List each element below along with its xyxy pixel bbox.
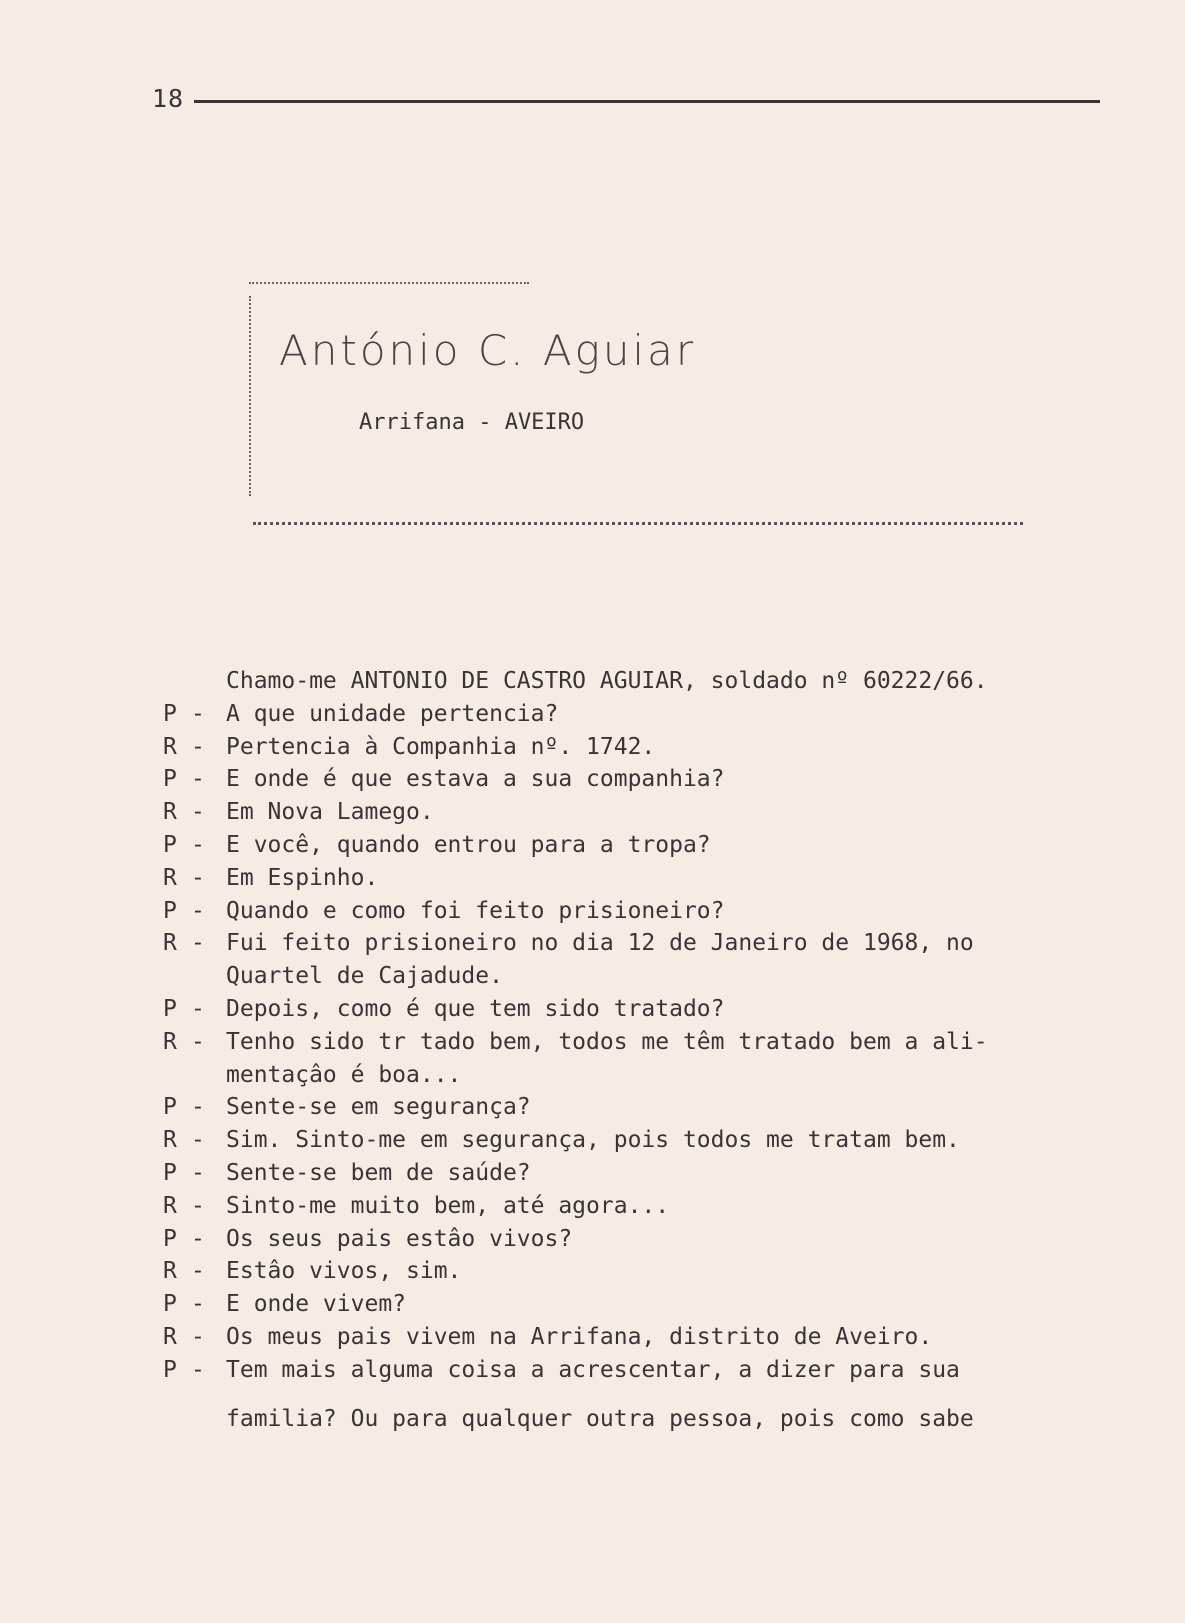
speech-text: Em Nova Lamego. bbox=[226, 799, 434, 826]
speaker-marker: P bbox=[163, 995, 177, 1022]
dash: - bbox=[191, 1356, 205, 1383]
qa-line bbox=[163, 1124, 1093, 1157]
box-dotted-left bbox=[249, 296, 251, 496]
speech-text: E você, quando entrou para a tropa? bbox=[226, 831, 711, 858]
qa-line bbox=[163, 1354, 1093, 1387]
name-box bbox=[249, 282, 1024, 522]
speech-text: Depois, como é que tem sido tratado? bbox=[226, 995, 725, 1022]
speaker-marker: P bbox=[163, 1225, 177, 1252]
dash: - bbox=[191, 1192, 205, 1219]
qa-line bbox=[163, 698, 1093, 731]
speaker-marker: P bbox=[163, 831, 177, 858]
speech-text: Quando e como foi feito prisioneiro? bbox=[226, 897, 725, 924]
qa-line bbox=[163, 1157, 1093, 1190]
dash: - bbox=[191, 1258, 205, 1285]
qa-line bbox=[163, 829, 1093, 862]
qa-line bbox=[163, 862, 1093, 895]
speech-text: E onde vivem? bbox=[226, 1291, 407, 1318]
speaker-marker: P bbox=[163, 700, 177, 727]
qa-line bbox=[163, 1255, 1093, 1288]
speaker-marker: P bbox=[163, 1291, 177, 1318]
qa-line bbox=[163, 731, 1093, 764]
speech-text: Os meus pais vivem na Arrifana, distrito de Aveiro. bbox=[226, 1323, 933, 1350]
person-name: António C. Aguiar bbox=[279, 326, 697, 375]
speaker-marker: R bbox=[163, 864, 177, 891]
transcript bbox=[163, 665, 1093, 1435]
dash: - bbox=[191, 995, 205, 1022]
speaker-marker: R bbox=[163, 1028, 177, 1055]
speaker-marker: P bbox=[163, 1094, 177, 1121]
dash: - bbox=[191, 700, 205, 727]
speech-text: Tem mais alguma coisa a acrescentar, a dizer para sua bbox=[226, 1356, 960, 1383]
speaker-marker: R bbox=[163, 733, 177, 760]
final-line: familia? Ou para qualquer outra pessoa, pois como sabe bbox=[226, 1405, 974, 1432]
page-header bbox=[152, 84, 1100, 113]
speaker-marker: P bbox=[163, 1159, 177, 1186]
dash: - bbox=[191, 864, 205, 891]
speech-text: Sente-se em segurança? bbox=[226, 1094, 531, 1121]
speaker-marker: R bbox=[163, 1127, 177, 1154]
qa-line bbox=[163, 1288, 1093, 1321]
qa-line bbox=[163, 763, 1093, 796]
speech-text: Pertencia à Companhia nº. 1742. bbox=[226, 733, 656, 760]
speaker-marker: P bbox=[163, 1356, 177, 1383]
person-location: Arrifana - AVEIRO bbox=[359, 410, 585, 435]
dash: - bbox=[191, 733, 205, 760]
speaker-marker: R bbox=[163, 799, 177, 826]
speech-text: Sim. Sinto-me em segurança, pois todos me tratam bem. bbox=[226, 1127, 960, 1154]
speech-text: Fui feito prisioneiro no dia 12 de Janeiro de 1968, no bbox=[226, 930, 974, 957]
speaker-marker: R bbox=[163, 1192, 177, 1219]
speech-text: A que unidade pertencia? bbox=[226, 700, 559, 727]
page-number: 18 bbox=[152, 84, 185, 113]
qa-line bbox=[163, 1190, 1093, 1223]
speaker-marker: R bbox=[163, 1323, 177, 1350]
speech-text: E onde é que estava a sua companhia? bbox=[226, 766, 725, 793]
dash: - bbox=[191, 1127, 205, 1154]
qa-line bbox=[163, 1223, 1093, 1256]
speech-text: Os seus pais estâo vivos? bbox=[226, 1225, 573, 1252]
speaker-marker: P bbox=[163, 897, 177, 924]
speaker-marker: P bbox=[163, 766, 177, 793]
qa-line bbox=[163, 1091, 1093, 1124]
dash: - bbox=[191, 831, 205, 858]
continuation-line: Quartel de Cajadude. bbox=[226, 963, 503, 990]
dash: - bbox=[191, 897, 205, 924]
dash: - bbox=[191, 799, 205, 826]
box-dotted-bottom bbox=[253, 522, 1023, 525]
qa-line bbox=[163, 927, 1093, 960]
dash: - bbox=[191, 766, 205, 793]
speaker-marker: R bbox=[163, 1258, 177, 1285]
dash: - bbox=[191, 1323, 205, 1350]
header-rule bbox=[194, 100, 1100, 103]
dash: - bbox=[191, 1028, 205, 1055]
box-dotted-top bbox=[249, 282, 529, 284]
speech-text: Em Espinho. bbox=[226, 864, 379, 891]
speech-text: Tenho sido tr tado bem, todos me têm tratado bem a ali- bbox=[226, 1028, 988, 1055]
speech-text: Sinto-me muito bem, até agora... bbox=[226, 1192, 670, 1219]
qa-line bbox=[163, 1321, 1093, 1354]
continuation-line: mentaçâo é boa... bbox=[226, 1061, 462, 1088]
speech-text: Sente-se bem de saúde? bbox=[226, 1159, 531, 1186]
dash: - bbox=[191, 1291, 205, 1318]
intro-paragraph: Chamo-me ANTONIO DE CASTRO AGUIAR, soldado nº 60222/66. bbox=[226, 668, 988, 694]
qa-list bbox=[163, 698, 1093, 1387]
speech-text: Estâo vivos, sim. bbox=[226, 1258, 462, 1285]
dash: - bbox=[191, 1225, 205, 1252]
dash: - bbox=[191, 1159, 205, 1186]
qa-line bbox=[163, 895, 1093, 928]
dash: - bbox=[191, 930, 205, 957]
qa-line bbox=[163, 796, 1093, 829]
qa-line bbox=[163, 993, 1093, 1026]
qa-line bbox=[163, 1026, 1093, 1059]
speaker-marker: R bbox=[163, 930, 177, 957]
dash: - bbox=[191, 1094, 205, 1121]
